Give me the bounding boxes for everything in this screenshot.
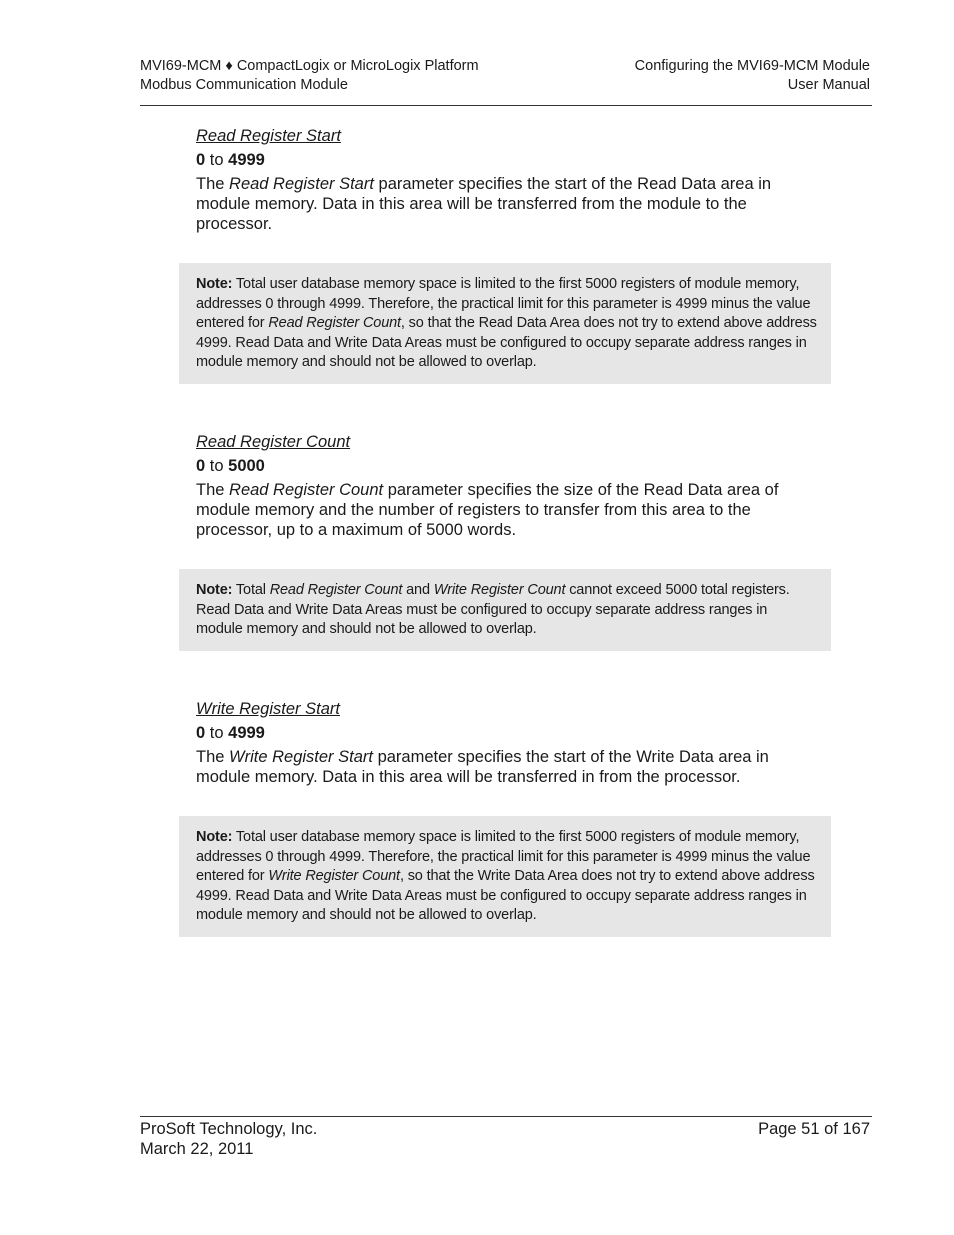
footer-company: ProSoft Technology, Inc. (140, 1120, 318, 1138)
param-description (196, 480, 816, 540)
param-section-read-register-count (196, 432, 816, 540)
header-document-type: User Manual (787, 77, 870, 93)
param-description (196, 174, 816, 234)
page-header-right (635, 57, 870, 95)
note-box-read-register-start (179, 263, 831, 384)
desc-text: The (196, 481, 230, 499)
note-text: , so that the Write Data Area does not try to extend above address 4999. Read Data and Write Data Areas must be configured to occupy separate address ranges in module memory and should not be allowed to overlap. (196, 868, 815, 923)
footer-date: March 22, 2011 (140, 1139, 254, 1158)
desc-text: parameter specifies the start of the Write Data area in module memory. Data in this area will be transferred in from the processor. (196, 748, 769, 786)
desc-text: The (196, 748, 230, 766)
range-max: 4999 (228, 151, 265, 169)
note-box-read-register-count (179, 569, 831, 651)
note-label: Note: (196, 829, 233, 845)
param-title: Read Register Count (196, 433, 351, 451)
param-range (196, 723, 816, 743)
note-label: Note: (196, 582, 233, 598)
range-to: to (209, 724, 224, 742)
desc-text: parameter specifies the size of the Read Data area of module memory and the number of registers to transfer from this area to the processor, up to a maximum of 5000 words. (196, 481, 779, 539)
note-label: Note: (196, 276, 233, 292)
range-max: 4999 (228, 724, 265, 742)
note-text: Total user database memory space is limited to the first 5000 registers of module memory, addresses 0 through 4999. Therefore, the practical limit for this parameter is 4999 minus the value entered for (196, 829, 811, 884)
desc-text: parameter specifies the start of the Read Data area in module memory. Data in this area will be transferred from the module to the processor. (196, 175, 772, 233)
range-to: to (209, 457, 224, 475)
param-range (196, 456, 816, 476)
range-min: 0 (196, 457, 206, 475)
note-box-write-register-start (179, 816, 831, 937)
note-param-name: Write Register Count (433, 582, 566, 598)
footer-divider (140, 1116, 872, 1117)
range-min: 0 (196, 724, 206, 742)
desc-param-name: Read Register Start (229, 175, 374, 193)
desc-param-name: Write Register Start (229, 748, 373, 766)
header-product-title: MVI69-MCM ♦ CompactLogix or MicroLogix Platform (140, 58, 479, 74)
note-text: Total user database memory space is limited to the first 5000 registers of module memory, addresses 0 through 4999. Therefore, the practical limit for this parameter is 4999 minus the value entered for (196, 276, 811, 331)
note-param-name: Read Register Count (268, 315, 401, 331)
range-to: to (209, 151, 224, 169)
range-max: 5000 (228, 457, 265, 475)
param-section-read-register-start (196, 126, 816, 234)
param-section-write-register-start (196, 699, 816, 787)
page-header-left (140, 57, 479, 95)
footer-page-number: Page 51 of 167 (758, 1120, 870, 1138)
page-footer-right (758, 1120, 870, 1140)
note-text: cannot exceed 5000 total registers. Read Data and Write Data Areas must be configured to occupy separate address ranges in module memory and should not be allowed to overlap. (196, 582, 790, 637)
desc-text: The (196, 175, 230, 193)
header-chapter-title: Configuring the MVI69-MCM Module (634, 58, 870, 74)
header-product-subtitle: Modbus Communication Module (140, 77, 348, 93)
range-min: 0 (196, 151, 206, 169)
note-text: , so that the Read Data Area does not try to extend above address 4999. Read Data and Write Data Areas must be configured to occupy separate address ranges in module memory and should not be allowed to overlap. (196, 315, 817, 370)
note-text: and (402, 582, 434, 598)
header-divider (140, 105, 872, 106)
desc-param-name: Read Register Count (229, 481, 384, 499)
param-description (196, 747, 816, 787)
param-title: Write Register Start (196, 700, 340, 718)
param-range (196, 150, 816, 170)
note-param-name: Write Register Count (268, 868, 400, 884)
page-footer-left (140, 1120, 317, 1159)
note-text: Total (232, 582, 270, 598)
note-param-name: Read Register Count (269, 582, 403, 598)
param-title: Read Register Start (196, 127, 341, 145)
